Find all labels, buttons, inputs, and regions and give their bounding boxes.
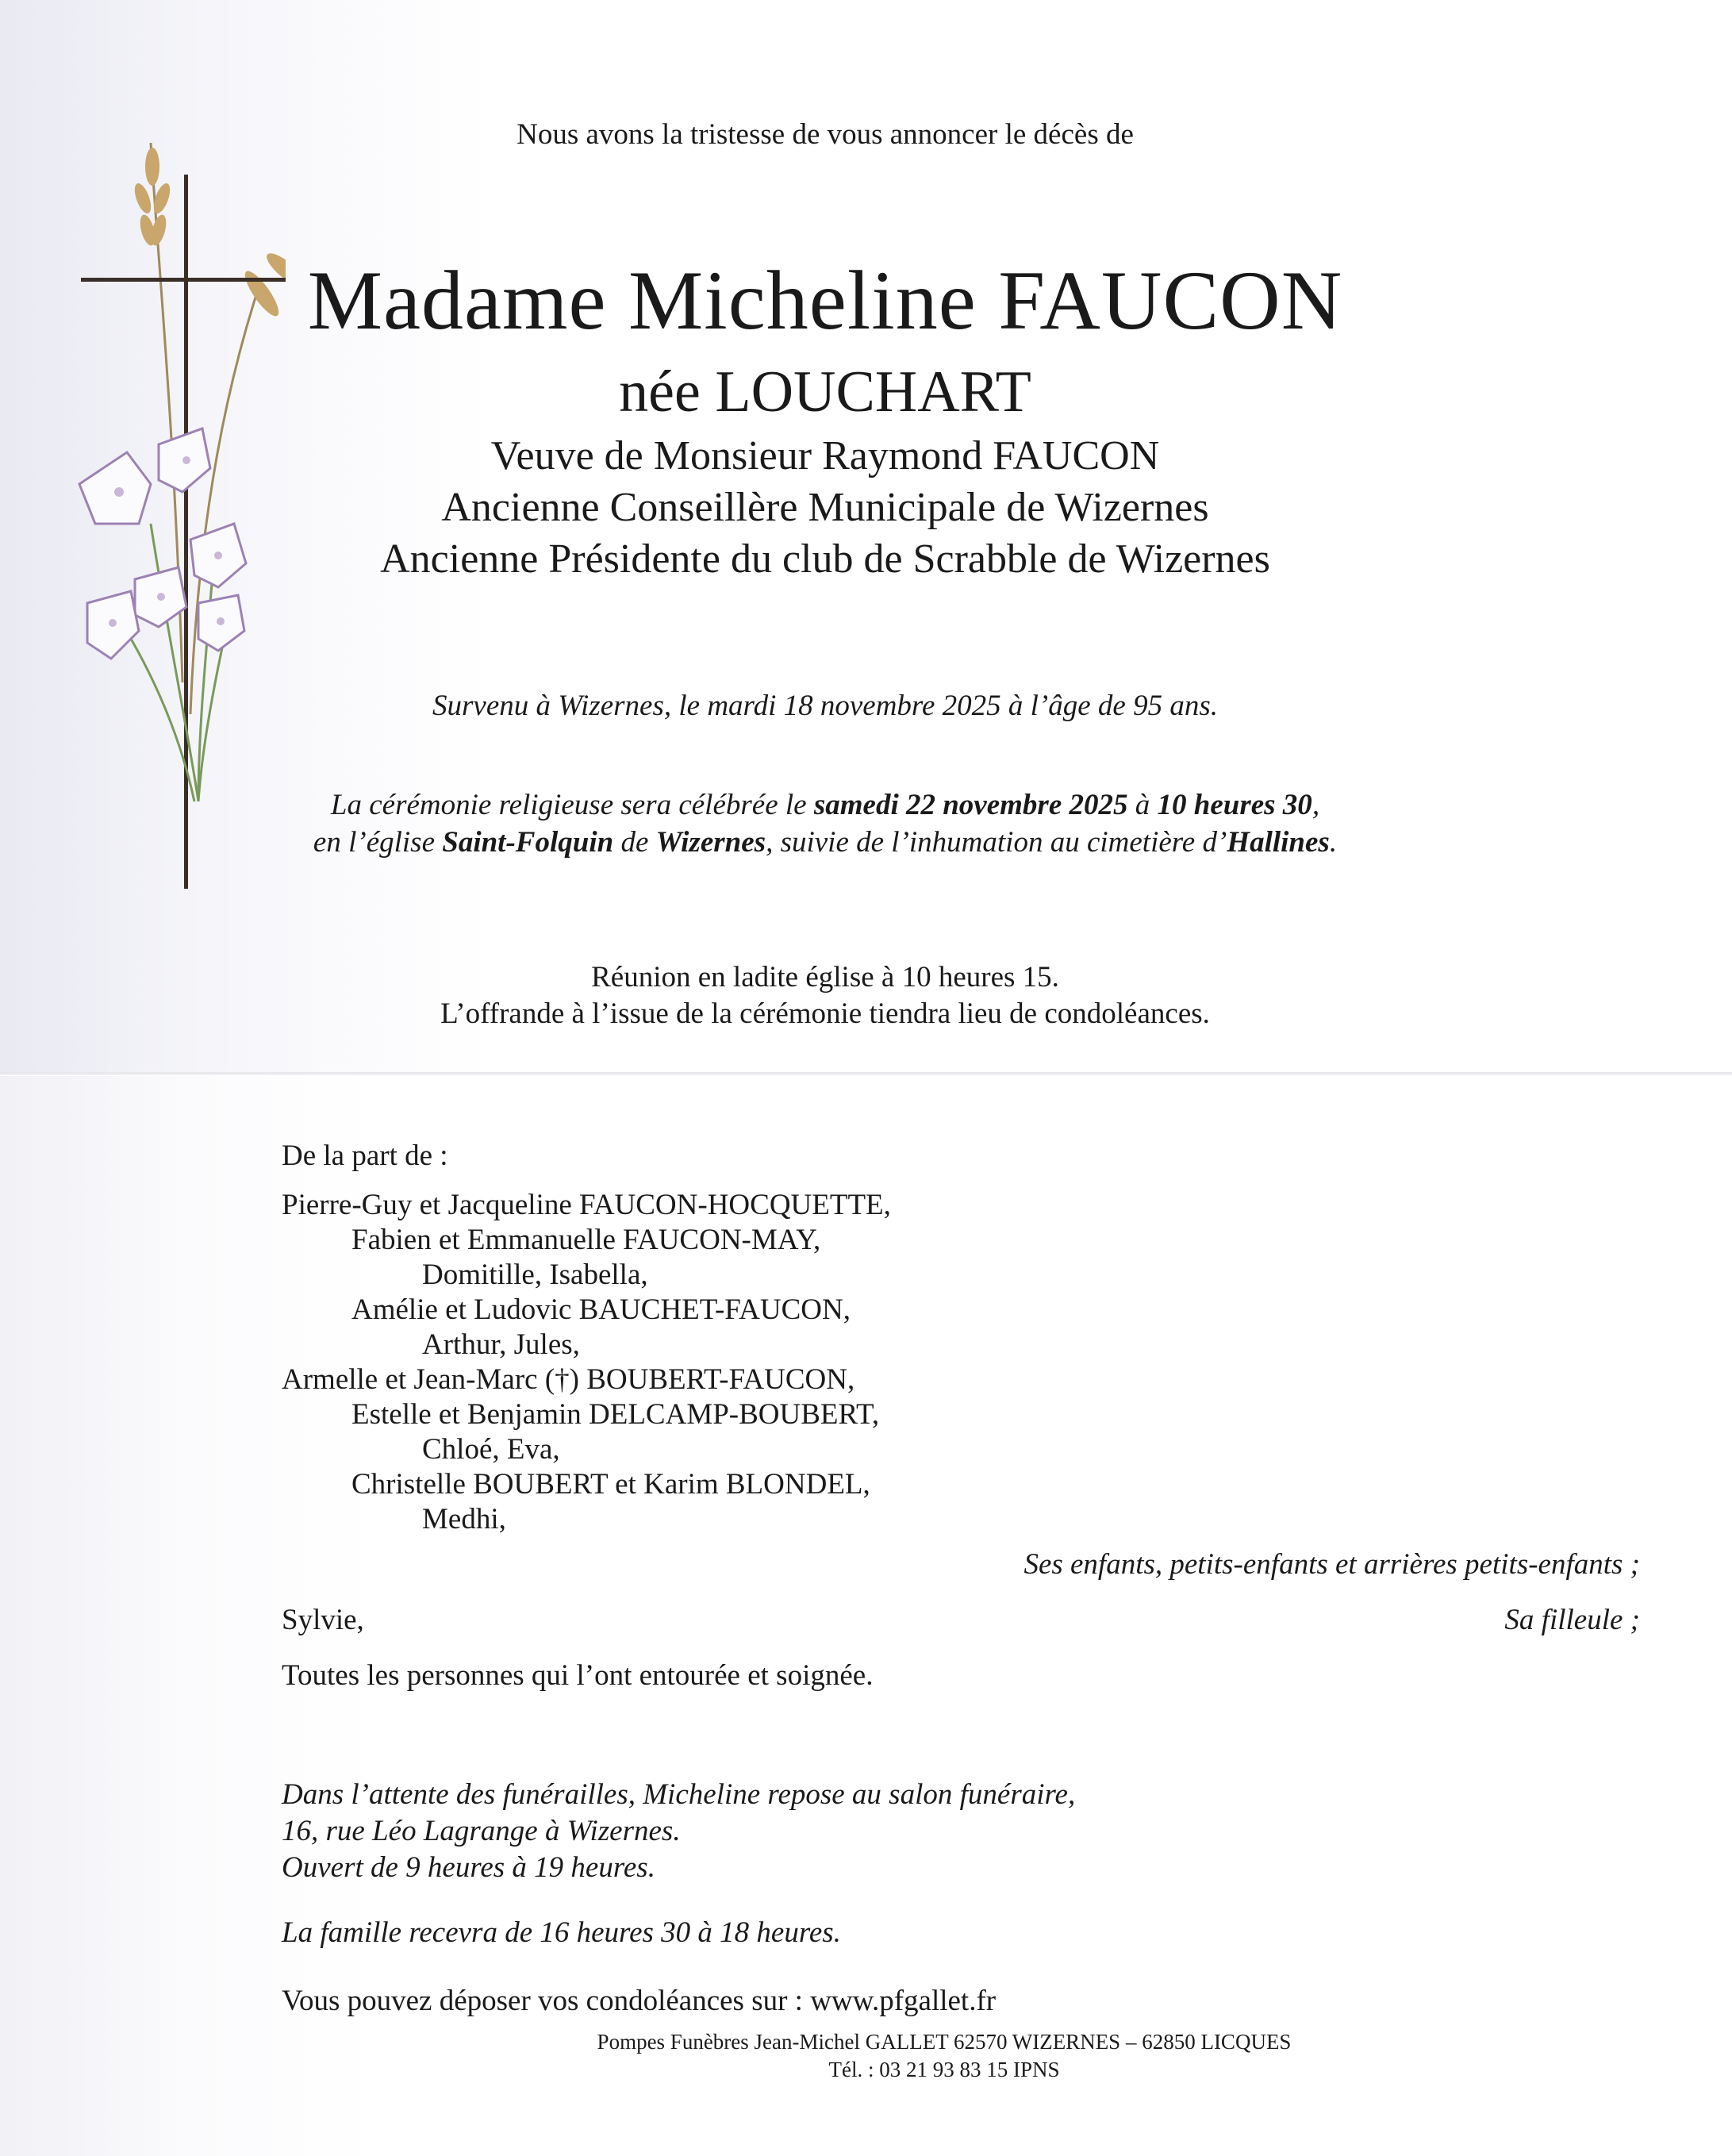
family-line: Chloé, Eva, — [422, 1433, 560, 1466]
ceremony-line-1: La cérémonie religieuse sera célébrée le samedi 22 novembre 2025 à 10 heures 30, — [330, 789, 1320, 821]
caregivers-line: Toutes les personnes qui l’ont entourée et soignée. — [282, 1659, 874, 1692]
family-line: Armelle et Jean-Marc (†) BOUBERT-FAUCON, — [282, 1363, 855, 1396]
family-line: Medhi, — [422, 1503, 506, 1535]
ceremony-line-2: en l’église Saint-Folquin de Wizernes, suivie de l’inhumation au cimetière d’Hallines. — [313, 826, 1338, 859]
reception-hours: La famille recevra de 16 heures 30 à 18 heures. — [282, 1916, 841, 1949]
announcement-intro: Nous avons la tristesse de vous annoncer le décès de — [517, 118, 1134, 151]
title-councillor: Ancienne Conseillère Municipale de Wizernes — [441, 485, 1209, 530]
family-line: Amélie et Ludovic BAUCHET-FAUCON, — [351, 1293, 851, 1326]
fold-line — [0, 1072, 1732, 1075]
offering-note: L’offrande à l’issue de la cérémonie tiendra lieu de condoléances. — [440, 997, 1210, 1030]
funeral-home-phone: Tél. : 03 21 93 83 15 IPNS — [828, 2058, 1060, 2081]
birth-name: née LOUCHART — [619, 359, 1031, 425]
family-line: Estelle et Benjamin DELCAMP-BOUBERT, — [351, 1398, 880, 1431]
family-line: Christelle BOUBERT et Karim BLONDEL, — [351, 1468, 870, 1501]
family-line: Fabien et Emmanuelle FAUCON-MAY, — [351, 1224, 821, 1256]
title-president: Ancienne Présidente du club de Scrabble de Wizernes — [380, 536, 1270, 582]
gathering-time: Réunion en ladite église à 10 heures 15. — [591, 961, 1059, 993]
viewing-address: 16, rue Léo Lagrange à Wizernes. — [282, 1815, 681, 1847]
family-line: Arthur, Jules, — [422, 1328, 580, 1361]
family-line: Pierre-Guy et Jacqueline FAUCON-HOCQUETTE, — [282, 1189, 891, 1221]
children-caption: Ses enfants, petits-enfants et arrières petits-enfants ; — [1023, 1548, 1640, 1581]
deceased-name: Madame Micheline FAUCON — [307, 254, 1343, 347]
viewing-hours: Ouvert de 9 heures à 19 heures. — [282, 1851, 655, 1884]
title-widow: Veuve de Monsieur Raymond FAUCON — [490, 433, 1160, 478]
goddaughter-name: Sylvie, — [282, 1604, 364, 1636]
condolences-website: Vous pouvez déposer vos condoléances sur : www.pfgallet.fr — [282, 1985, 997, 2017]
death-notice: Survenu à Wizernes, le mardi 18 novembre 2025 à l’âge de 95 ans. — [432, 690, 1218, 722]
viewing-line: Dans l’attente des funérailles, Micheline repose au salon funéraire, — [282, 1778, 1076, 1811]
funeral-home-info: Pompes Funèbres Jean-Michel GALLET 62570 WIZERNES – 62850 LICQUES — [597, 2030, 1292, 2054]
family-intro: De la part de : — [282, 1139, 448, 1172]
goddaughter-caption: Sa filleule ; — [1504, 1604, 1640, 1636]
family-line: Domitille, Isabella, — [422, 1259, 648, 1291]
